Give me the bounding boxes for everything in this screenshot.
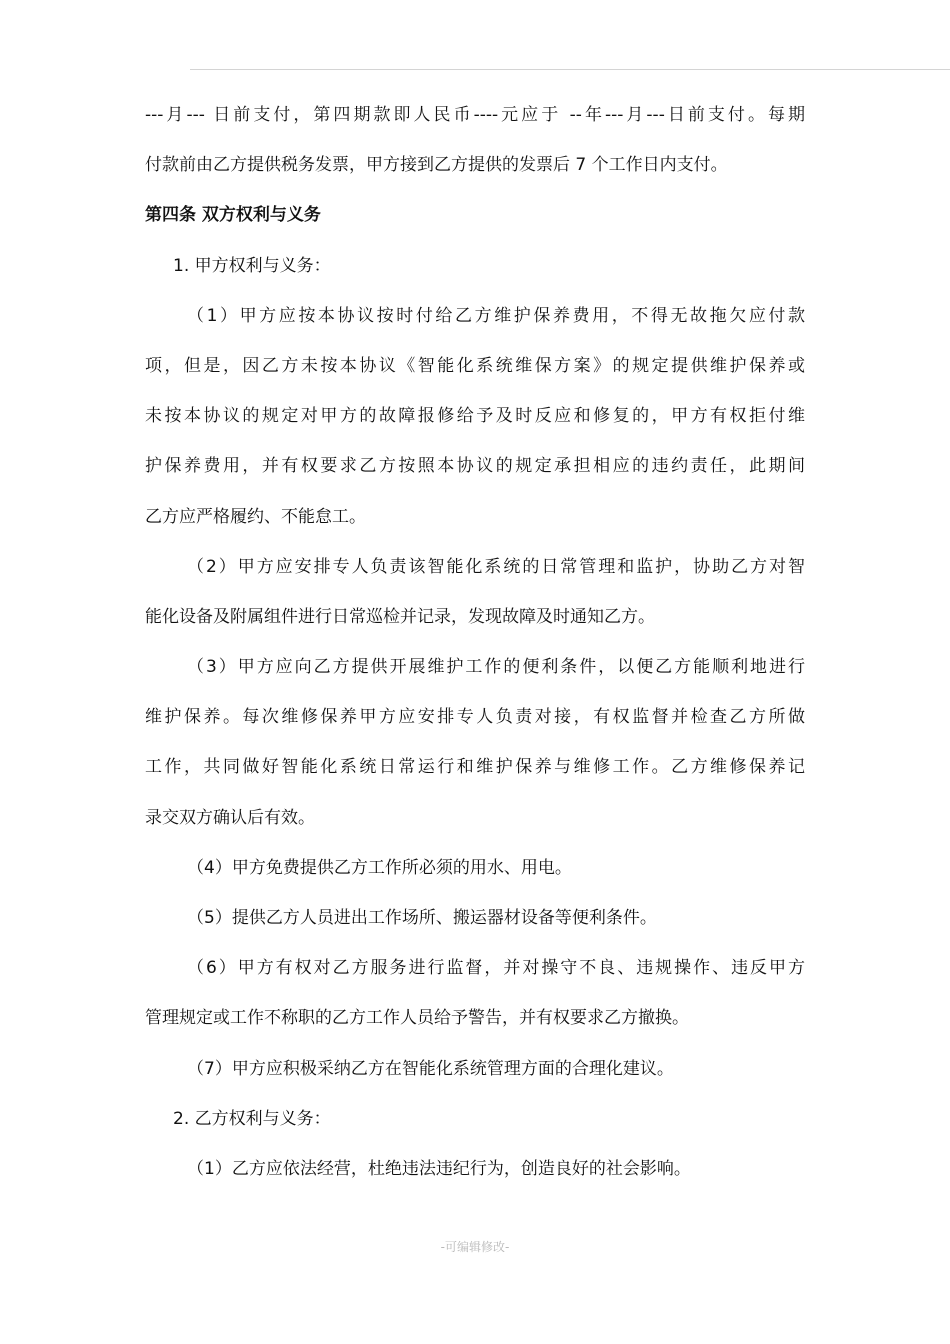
text-line: （3）甲方应向乙方提供开展维护工作的便利条件，以便乙方能顺利地进行 [187, 657, 805, 678]
header-rule [190, 69, 950, 70]
text-line: 录交双方确认后有效。 [145, 807, 315, 828]
text-line: （2）甲方应安排专人负责该智能化系统的日常管理和监护，协助乙方对智 [187, 556, 805, 577]
text-line: 能化设备及附属组件进行日常巡检并记录，发现故障及时通知乙方。 [145, 606, 655, 627]
text-line: 乙方应严格履约、不能怠工。 [145, 506, 366, 527]
text-line: （1）乙方应依法经营，杜绝违法违纪行为，创造良好的社会影响。 [187, 1158, 691, 1179]
subsection-heading: 2. 乙方权利与义务： [173, 1108, 331, 1129]
text-line: （4）甲方免费提供乙方工作所必须的用水、用电。 [187, 857, 572, 878]
section-heading: 第四条 双方权利与义务 [145, 205, 321, 226]
text-line: 未按本协议的规定对甲方的故障报修给予及时反应和修复的，甲方有权拒付维 [145, 406, 805, 427]
text-line: 项，但是，因乙方未按本协议《智能化系统维保方案》的规定提供维护保养或 [145, 355, 805, 376]
text-line: （7）甲方应积极采纳乙方在智能化系统管理方面的合理化建议。 [187, 1058, 674, 1079]
text-line: ---月--- 日前支付，第四期款即人民币----元应于 --年---月---日前支付。每期 [145, 105, 805, 125]
document-body [145, 90, 805, 1194]
text-line: （1）甲方应按本协议按时付给乙方维护保养费用，不得无故拖欠应付款 [187, 305, 805, 326]
text-line: （6）甲方有权对乙方服务进行监督，并对操守不良、违规操作、违反甲方 [187, 958, 805, 979]
text-line: 付款前由乙方提供税务发票，甲方接到乙方提供的发票后 7 个工作日内支付。 [145, 155, 728, 176]
text-line: 管理规定或工作不称职的乙方工作人员给予警告，并有权要求乙方撤换。 [145, 1008, 689, 1029]
text-line: 护保养费用，并有权要求乙方按照本协议的规定承担相应的违约责任，此期间 [145, 456, 805, 477]
page-footer: -可编辑修改- [440, 1240, 510, 1254]
text-line: 工作，共同做好智能化系统日常运行和维护保养与维修工作。乙方维修保养记 [145, 757, 805, 778]
text-line: 维护保养。每次维修保养甲方应安排专人负责对接，有权监督并检查乙方所做 [145, 707, 805, 728]
subsection-heading: 1. 甲方权利与义务： [173, 255, 331, 276]
text-line: （5）提供乙方人员进出工作场所、搬运器材设备等便利条件。 [187, 908, 657, 928]
